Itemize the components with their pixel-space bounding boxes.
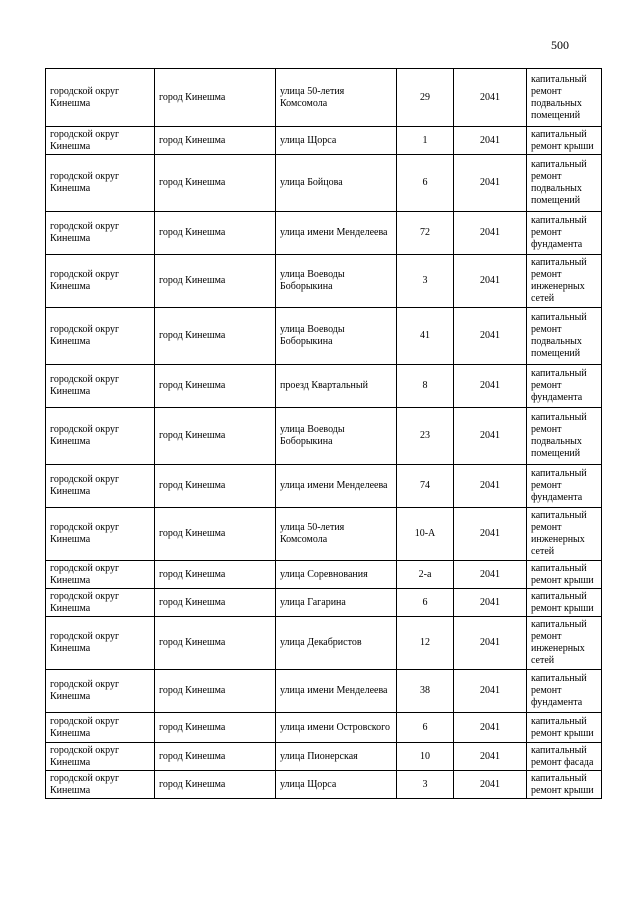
cell-year: 2041 bbox=[454, 255, 527, 308]
cell-settlement: город Кинешма bbox=[155, 771, 276, 799]
cell-house: 8 bbox=[397, 365, 454, 408]
table-row bbox=[46, 508, 602, 561]
cell-settlement: город Кинешма bbox=[155, 465, 276, 508]
cell-street: улица Воеводы Боборыкина bbox=[276, 408, 397, 465]
table-row bbox=[46, 743, 602, 771]
table-row bbox=[46, 155, 602, 212]
cell-settlement: город Кинешма bbox=[155, 69, 276, 127]
cell-settlement: город Кинешма bbox=[155, 212, 276, 255]
cell-year: 2041 bbox=[454, 561, 527, 589]
cell-street: улица имени Менделеева bbox=[276, 465, 397, 508]
table-row bbox=[46, 617, 602, 670]
cell-house: 3 bbox=[397, 771, 454, 799]
table-row bbox=[46, 713, 602, 743]
cell-house: 72 bbox=[397, 212, 454, 255]
cell-settlement: город Кинешма bbox=[155, 670, 276, 713]
cell-house: 23 bbox=[397, 408, 454, 465]
cell-work-type: капитальный ремонт подвальных помещений bbox=[527, 155, 602, 212]
cell-house: 12 bbox=[397, 617, 454, 670]
table-row bbox=[46, 308, 602, 365]
cell-house: 10 bbox=[397, 743, 454, 771]
cell-street: улица имени Островского bbox=[276, 713, 397, 743]
cell-year: 2041 bbox=[454, 743, 527, 771]
cell-year: 2041 bbox=[454, 365, 527, 408]
table-row bbox=[46, 589, 602, 617]
cell-okrug: городской округ Кинешма bbox=[46, 408, 155, 465]
cell-work-type: капитальный ремонт подвальных помещений bbox=[527, 69, 602, 127]
cell-okrug: городской округ Кинешма bbox=[46, 69, 155, 127]
cell-house: 1 bbox=[397, 127, 454, 155]
cell-okrug: городской округ Кинешма bbox=[46, 127, 155, 155]
table-row bbox=[46, 771, 602, 799]
cell-house: 29 bbox=[397, 69, 454, 127]
cell-year: 2041 bbox=[454, 212, 527, 255]
cell-street: улица Воеводы Боборыкина bbox=[276, 255, 397, 308]
cell-work-type: капитальный ремонт фундамента bbox=[527, 670, 602, 713]
cell-street: улица имени Менделеева bbox=[276, 670, 397, 713]
cell-house: 6 bbox=[397, 589, 454, 617]
cell-street: улица 50-летия Комсомола bbox=[276, 69, 397, 127]
cell-work-type: капитальный ремонт крыши bbox=[527, 713, 602, 743]
cell-settlement: город Кинешма bbox=[155, 508, 276, 561]
cell-year: 2041 bbox=[454, 155, 527, 212]
cell-okrug: городской округ Кинешма bbox=[46, 365, 155, 408]
cell-year: 2041 bbox=[454, 69, 527, 127]
cell-street: улица Декабристов bbox=[276, 617, 397, 670]
cell-house: 38 bbox=[397, 670, 454, 713]
cell-settlement: город Кинешма bbox=[155, 561, 276, 589]
cell-year: 2041 bbox=[454, 508, 527, 561]
cell-work-type: капитальный ремонт фундамента bbox=[527, 365, 602, 408]
cell-street: улица Бойцова bbox=[276, 155, 397, 212]
cell-settlement: город Кинешма bbox=[155, 617, 276, 670]
cell-settlement: город Кинешма bbox=[155, 255, 276, 308]
table-row bbox=[46, 212, 602, 255]
cell-year: 2041 bbox=[454, 617, 527, 670]
cell-house: 41 bbox=[397, 308, 454, 365]
cell-house: 6 bbox=[397, 713, 454, 743]
table-row bbox=[46, 69, 602, 127]
cell-year: 2041 bbox=[454, 308, 527, 365]
cell-work-type: капитальный ремонт инженерных сетей bbox=[527, 255, 602, 308]
cell-okrug: городской округ Кинешма bbox=[46, 713, 155, 743]
cell-okrug: городской округ Кинешма bbox=[46, 589, 155, 617]
cell-settlement: город Кинешма bbox=[155, 743, 276, 771]
cell-house: 2-а bbox=[397, 561, 454, 589]
repair-schedule-table bbox=[45, 68, 602, 799]
cell-street: проезд Квартальный bbox=[276, 365, 397, 408]
cell-settlement: город Кинешма bbox=[155, 155, 276, 212]
cell-okrug: городской округ Кинешма bbox=[46, 308, 155, 365]
cell-okrug: городской округ Кинешма bbox=[46, 155, 155, 212]
cell-okrug: городской округ Кинешма bbox=[46, 617, 155, 670]
cell-okrug: городской округ Кинешма bbox=[46, 255, 155, 308]
cell-work-type: капитальный ремонт крыши bbox=[527, 561, 602, 589]
cell-work-type: капитальный ремонт инженерных сетей bbox=[527, 508, 602, 561]
table-row bbox=[46, 465, 602, 508]
cell-year: 2041 bbox=[454, 713, 527, 743]
cell-street: улица 50-летия Комсомола bbox=[276, 508, 397, 561]
cell-settlement: город Кинешма bbox=[155, 308, 276, 365]
cell-year: 2041 bbox=[454, 771, 527, 799]
table-row bbox=[46, 561, 602, 589]
cell-house: 6 bbox=[397, 155, 454, 212]
cell-okrug: городской округ Кинешма bbox=[46, 743, 155, 771]
cell-work-type: капитальный ремонт подвальных помещений bbox=[527, 308, 602, 365]
table-row bbox=[46, 670, 602, 713]
cell-work-type: капитальный ремонт фасада bbox=[527, 743, 602, 771]
cell-year: 2041 bbox=[454, 465, 527, 508]
cell-okrug: городской округ Кинешма bbox=[46, 670, 155, 713]
table-body bbox=[46, 69, 602, 799]
cell-street: улица Пионерская bbox=[276, 743, 397, 771]
cell-settlement: город Кинешма bbox=[155, 713, 276, 743]
cell-year: 2041 bbox=[454, 670, 527, 713]
page-number: 500 bbox=[551, 38, 569, 52]
cell-street: улица Щорса bbox=[276, 127, 397, 155]
cell-work-type: капитальный ремонт подвальных помещений bbox=[527, 408, 602, 465]
cell-work-type: капитальный ремонт инженерных сетей bbox=[527, 617, 602, 670]
cell-street: улица имени Менделеева bbox=[276, 212, 397, 255]
cell-year: 2041 bbox=[454, 127, 527, 155]
cell-settlement: город Кинешма bbox=[155, 589, 276, 617]
cell-street: улица Щорса bbox=[276, 771, 397, 799]
cell-house: 10-А bbox=[397, 508, 454, 561]
table-row bbox=[46, 127, 602, 155]
table-row bbox=[46, 255, 602, 308]
cell-house: 3 bbox=[397, 255, 454, 308]
cell-work-type: капитальный ремонт крыши bbox=[527, 589, 602, 617]
cell-year: 2041 bbox=[454, 589, 527, 617]
table-row bbox=[46, 408, 602, 465]
cell-okrug: городской округ Кинешма bbox=[46, 771, 155, 799]
cell-street: улица Гагарина bbox=[276, 589, 397, 617]
cell-year: 2041 bbox=[454, 408, 527, 465]
cell-work-type: капитальный ремонт крыши bbox=[527, 127, 602, 155]
cell-settlement: город Кинешма bbox=[155, 408, 276, 465]
cell-work-type: капитальный ремонт фундамента bbox=[527, 465, 602, 508]
cell-okrug: городской округ Кинешма bbox=[46, 465, 155, 508]
cell-okrug: городской округ Кинешма bbox=[46, 508, 155, 561]
table-row bbox=[46, 365, 602, 408]
cell-street: улица Соревнования bbox=[276, 561, 397, 589]
cell-house: 74 bbox=[397, 465, 454, 508]
cell-street: улица Воеводы Боборыкина bbox=[276, 308, 397, 365]
cell-settlement: город Кинешма bbox=[155, 365, 276, 408]
cell-work-type: капитальный ремонт фундамента bbox=[527, 212, 602, 255]
cell-okrug: городской округ Кинешма bbox=[46, 561, 155, 589]
cell-okrug: городской округ Кинешма bbox=[46, 212, 155, 255]
cell-work-type: капитальный ремонт крыши bbox=[527, 771, 602, 799]
cell-settlement: город Кинешма bbox=[155, 127, 276, 155]
